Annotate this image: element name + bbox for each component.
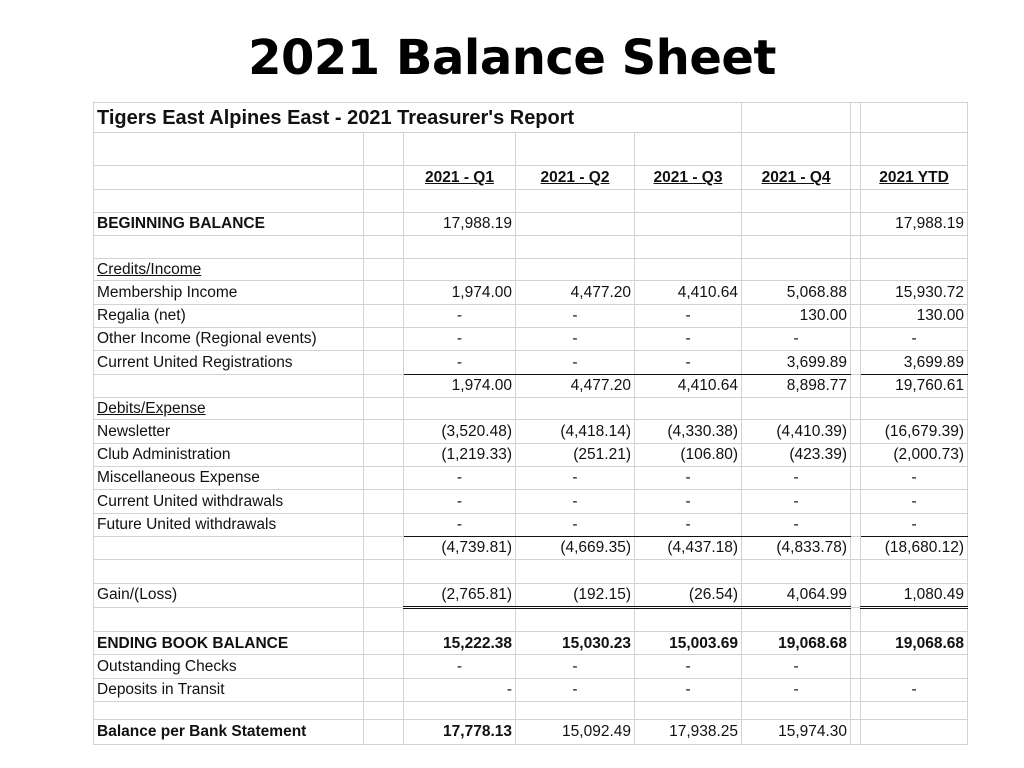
cell-value: 15,003.69 [635, 632, 742, 655]
cell-value: - [516, 466, 635, 489]
cell-value: (16,679.39) [861, 420, 968, 443]
cell-value: 19,068.68 [742, 632, 851, 655]
cell-value: 4,064.99 [742, 583, 851, 607]
debits-subtotal-row [94, 536, 968, 559]
cell-value: (26.54) [635, 583, 742, 607]
row-label: ENDING BOOK BALANCE [94, 632, 364, 655]
cell-value: - [516, 490, 635, 513]
cell-value: - [635, 466, 742, 489]
cell-value: 15,092.49 [516, 720, 635, 745]
subtotal-value: 1,974.00 [404, 374, 516, 397]
cell-value: 15,930.72 [861, 281, 968, 304]
cell-value: - [742, 513, 851, 536]
cell-value: 1,974.00 [404, 281, 516, 304]
cell-value: 3,699.89 [861, 351, 968, 374]
section-heading: Credits/Income [94, 259, 364, 281]
table-row [94, 466, 968, 489]
cell-value: - [861, 490, 968, 513]
row-label: Future United withdrawals [94, 513, 364, 536]
row-label: Deposits in Transit [94, 678, 364, 701]
subtotal-value: 19,760.61 [861, 374, 968, 397]
cell-value: - [404, 328, 516, 351]
row-label: Membership Income [94, 281, 364, 304]
table-row [94, 490, 968, 513]
ending-balance-row [94, 632, 968, 655]
cell-value: (2,000.73) [861, 443, 968, 466]
spacer-row [94, 235, 968, 258]
cell-value: - [516, 513, 635, 536]
beginning-balance-row [94, 212, 968, 235]
cell-value: - [516, 655, 635, 678]
table-row [94, 328, 968, 351]
subtotal-value: (4,739.81) [404, 536, 516, 559]
cell-value: - [516, 351, 635, 374]
credits-subtotal-row [94, 374, 968, 397]
deposits-in-transit-row [94, 678, 968, 701]
cell-value: 17,778.13 [404, 720, 516, 745]
row-label: Current United withdrawals [94, 490, 364, 513]
cell-value: - [861, 678, 968, 701]
bank-statement-row [94, 720, 968, 745]
slide-title: 2021 Balance Sheet [248, 30, 776, 86]
cell-value: (2,765.81) [404, 583, 516, 607]
column-header: 2021 - Q1 [404, 165, 516, 189]
row-label: Outstanding Checks [94, 655, 364, 678]
cell-value: - [635, 513, 742, 536]
row-label: Current United Registrations [94, 351, 364, 374]
row-label: Balance per Bank Statement [94, 720, 364, 745]
cell-value: - [516, 328, 635, 351]
cell-value: - [404, 304, 516, 327]
cell-value: 1,080.49 [861, 583, 968, 607]
cell-value: - [516, 304, 635, 327]
subtotal-value: (4,437.18) [635, 536, 742, 559]
table-row [94, 420, 968, 443]
outstanding-checks-row [94, 655, 968, 678]
cell-value: (251.21) [516, 443, 635, 466]
section-heading: Debits/Expense [94, 398, 364, 420]
cell-value: (423.39) [742, 443, 851, 466]
cell-value: - [516, 678, 635, 701]
cell-value: 19,068.68 [861, 632, 968, 655]
cell-value: 4,410.64 [635, 281, 742, 304]
cell-value: - [742, 466, 851, 489]
gain-loss-row [94, 583, 968, 607]
column-header: 2021 YTD [861, 165, 968, 189]
cell-value: 17,988.19 [861, 212, 968, 235]
table-row [94, 443, 968, 466]
table-row [94, 304, 968, 327]
cell-value: 15,222.38 [404, 632, 516, 655]
subtotal-value: (18,680.12) [861, 536, 968, 559]
cell-value: - [742, 678, 851, 701]
subtotal-value: 4,477.20 [516, 374, 635, 397]
cell-value: (4,410.39) [742, 420, 851, 443]
cell-value [516, 212, 635, 235]
cell-value: 17,988.19 [404, 212, 516, 235]
report-title-row [94, 103, 968, 133]
cell-value: - [635, 655, 742, 678]
row-label: BEGINNING BALANCE [94, 212, 364, 235]
cell-value: - [861, 466, 968, 489]
row-label: Club Administration [94, 443, 364, 466]
spacer-row [94, 607, 968, 631]
cell-value: - [635, 678, 742, 701]
cell-value: - [404, 678, 516, 701]
table-row [94, 351, 968, 374]
cell-value: - [742, 328, 851, 351]
cell-value: 15,030.23 [516, 632, 635, 655]
column-header: 2021 - Q2 [516, 165, 635, 189]
cell-value: - [404, 466, 516, 489]
table-row [94, 513, 968, 536]
spacer-row [94, 560, 968, 583]
cell-value: - [742, 655, 851, 678]
credits-heading-row [94, 259, 968, 281]
table-row [94, 281, 968, 304]
cell-value: - [635, 351, 742, 374]
cell-value [742, 212, 851, 235]
spacer-row [94, 702, 968, 720]
treasurer-report-table [93, 102, 968, 745]
report-title: Tigers East Alpines East - 2021 Treasurer's Report [94, 103, 742, 133]
cell-value: 3,699.89 [742, 351, 851, 374]
cell-value: (4,330.38) [635, 420, 742, 443]
cell-value: - [635, 328, 742, 351]
cell-value [861, 720, 968, 745]
cell-value: - [635, 490, 742, 513]
cell-value: - [861, 328, 968, 351]
spacer-row [94, 190, 968, 212]
row-label: Miscellaneous Expense [94, 466, 364, 489]
subtotal-value: (4,833.78) [742, 536, 851, 559]
row-label: Newsletter [94, 420, 364, 443]
cell-value: (106.80) [635, 443, 742, 466]
cell-value: 15,974.30 [742, 720, 851, 745]
cell-value: (3,520.48) [404, 420, 516, 443]
cell-value: (4,418.14) [516, 420, 635, 443]
cell-value: 130.00 [742, 304, 851, 327]
column-header: 2021 - Q3 [635, 165, 742, 189]
spacer-row [94, 133, 968, 165]
cell-value: 4,477.20 [516, 281, 635, 304]
row-label: Regalia (net) [94, 304, 364, 327]
cell-value: (1,219.33) [404, 443, 516, 466]
cell-value: 130.00 [861, 304, 968, 327]
cell-value: - [861, 513, 968, 536]
subtotal-value: 8,898.77 [742, 374, 851, 397]
cell-value: (192.15) [516, 583, 635, 607]
column-header-row [94, 165, 968, 189]
subtotal-value: 4,410.64 [635, 374, 742, 397]
row-label: Other Income (Regional events) [94, 328, 364, 351]
cell-value: - [742, 490, 851, 513]
column-header: 2021 - Q4 [742, 165, 851, 189]
cell-value [635, 212, 742, 235]
cell-value: - [635, 304, 742, 327]
cell-value: - [404, 351, 516, 374]
debits-heading-row [94, 398, 968, 420]
cell-value: - [404, 490, 516, 513]
subtotal-value: (4,669.35) [516, 536, 635, 559]
cell-value: 17,938.25 [635, 720, 742, 745]
cell-value [861, 655, 968, 678]
cell-value: 5,068.88 [742, 281, 851, 304]
cell-value: - [404, 513, 516, 536]
cell-value: - [404, 655, 516, 678]
row-label: Gain/(Loss) [94, 583, 364, 607]
